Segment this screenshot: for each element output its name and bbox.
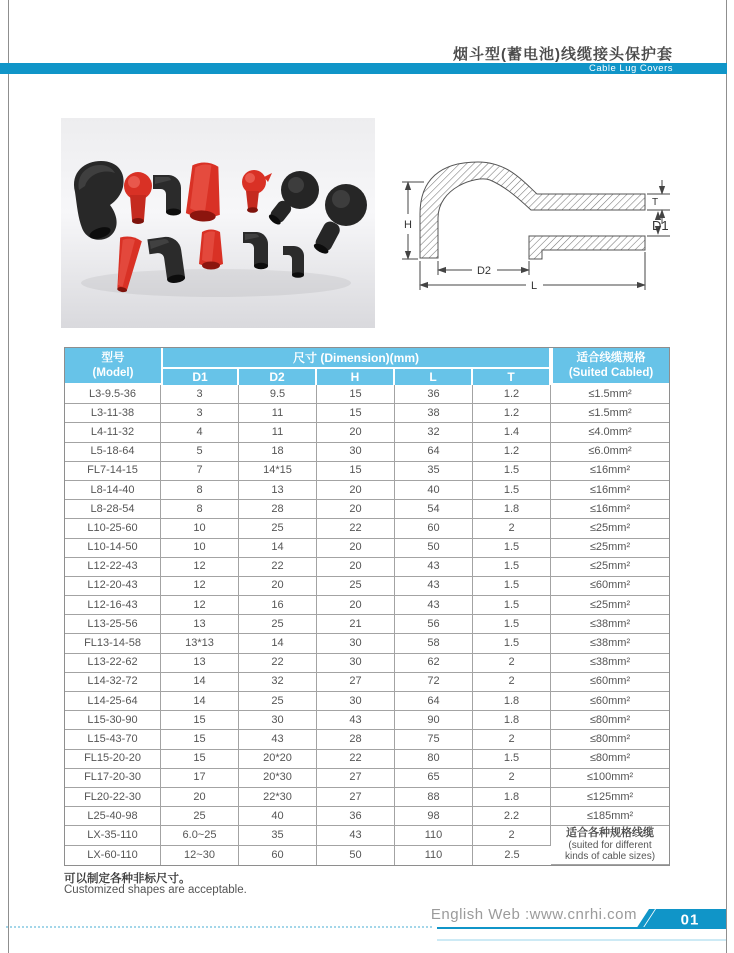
- col-header-model: 型号 (Model): [65, 348, 161, 385]
- suited-cell: ≤60mm²: [551, 692, 669, 711]
- suited-cell: 适合各种规格线缆 (suited for different kinds of cable sizes): [551, 826, 669, 864]
- model-cell: L12-20-43: [65, 577, 161, 596]
- col-header-d2: D2: [239, 369, 317, 385]
- h-cell: 30: [317, 443, 395, 462]
- suited-cell: ≤38mm²: [551, 634, 669, 653]
- model-cell: L13-22-62: [65, 654, 161, 673]
- d1-cell: 25: [161, 807, 239, 826]
- l-cell: 98: [395, 807, 473, 826]
- d1-cell: 12~30: [161, 846, 239, 865]
- table-row: [65, 423, 669, 442]
- model-cell: L15-30-90: [65, 711, 161, 730]
- suited-cell: ≤25mm²: [551, 539, 669, 558]
- suited-cell: ≤38mm²: [551, 654, 669, 673]
- suited-cell: ≤25mm²: [551, 596, 669, 615]
- diagram-label-l: L: [530, 280, 538, 292]
- h-cell: 25: [317, 577, 395, 596]
- l-cell: 50: [395, 539, 473, 558]
- suited-cell: ≤38mm²: [551, 615, 669, 634]
- note-cn: 可以制定各种非标尺寸。: [64, 873, 191, 885]
- l-cell: 43: [395, 596, 473, 615]
- l-cell: 90: [395, 711, 473, 730]
- d2-cell: 22: [239, 654, 317, 673]
- suited-cell: ≤25mm²: [551, 558, 669, 577]
- suited-cell: ≤25mm²: [551, 519, 669, 538]
- suited-cell: ≤16mm²: [551, 462, 669, 481]
- t-cell: 1.5: [473, 634, 551, 653]
- table-row: [65, 788, 669, 807]
- diagram-label-h: H: [404, 219, 412, 231]
- table-row: [65, 462, 669, 481]
- suited-cell: ≤1.5mm²: [551, 404, 669, 423]
- model-cell: FL20-22-30: [65, 788, 161, 807]
- suited-cell: ≤16mm²: [551, 500, 669, 519]
- t-cell: 1.8: [473, 711, 551, 730]
- h-cell: 15: [317, 462, 395, 481]
- h-cell: 15: [317, 385, 395, 404]
- h-cell: 20: [317, 539, 395, 558]
- t-cell: 1.5: [473, 481, 551, 500]
- page-number: 01: [680, 911, 700, 929]
- h-cell: 20: [317, 500, 395, 519]
- table-row: [65, 807, 669, 826]
- t-cell: 2: [473, 519, 551, 538]
- table-row: [65, 558, 669, 577]
- t-cell: 2: [473, 730, 551, 749]
- h-cell: 21: [317, 615, 395, 634]
- t-cell: 2.5: [473, 846, 551, 865]
- table-row: [65, 596, 669, 615]
- model-cell: L3-9.5-36: [65, 385, 161, 404]
- dimension-diagram: [396, 142, 676, 296]
- suited-cell: ≤1.5mm²: [551, 385, 669, 404]
- table-row: [65, 826, 669, 845]
- suited-cell: ≤80mm²: [551, 750, 669, 769]
- col-header-t: T: [473, 369, 551, 385]
- col-header-l: L: [395, 369, 473, 385]
- table-row: [65, 443, 669, 462]
- l-cell: 80: [395, 750, 473, 769]
- d1-cell: 3: [161, 385, 239, 404]
- d1-cell: 15: [161, 750, 239, 769]
- model-cell: L25-40-98: [65, 807, 161, 826]
- product-photo-svg: [61, 118, 375, 328]
- page-title: 烟斗型(蓄电池)线缆接头保护套: [453, 46, 673, 63]
- h-cell: 50: [317, 846, 395, 865]
- t-cell: 1.2: [473, 385, 551, 404]
- l-cell: 56: [395, 615, 473, 634]
- spec-table: [64, 347, 670, 866]
- table-row: [65, 673, 669, 692]
- d1-cell: 13: [161, 615, 239, 634]
- l-cell: 88: [395, 788, 473, 807]
- suited-cell: ≤80mm²: [551, 730, 669, 749]
- note-en: Customized shapes are acceptable.: [64, 884, 247, 896]
- d1-cell: 14: [161, 673, 239, 692]
- table-row: [65, 711, 669, 730]
- d1-cell: 15: [161, 730, 239, 749]
- d2-cell: 25: [239, 615, 317, 634]
- h-cell: 43: [317, 826, 395, 845]
- t-cell: 1.5: [473, 577, 551, 596]
- table-row: [65, 385, 669, 404]
- model-cell: L12-22-43: [65, 558, 161, 577]
- d1-cell: 13*13: [161, 634, 239, 653]
- table-row: [65, 769, 669, 788]
- l-cell: 43: [395, 558, 473, 577]
- l-cell: 54: [395, 500, 473, 519]
- table-row: [65, 404, 669, 423]
- t-cell: 2: [473, 769, 551, 788]
- d2-cell: 43: [239, 730, 317, 749]
- d2-cell: 16: [239, 596, 317, 615]
- d2-cell: 20*20: [239, 750, 317, 769]
- h-cell: 20: [317, 558, 395, 577]
- model-cell: FL15-20-20: [65, 750, 161, 769]
- t-cell: 2: [473, 673, 551, 692]
- section-bar: [0, 63, 727, 74]
- d1-cell: 7: [161, 462, 239, 481]
- d1-cell: 15: [161, 711, 239, 730]
- h-cell: 30: [317, 654, 395, 673]
- d2-cell: 14: [239, 539, 317, 558]
- d2-cell: 28: [239, 500, 317, 519]
- t-cell: 1.5: [473, 539, 551, 558]
- d2-cell: 9.5: [239, 385, 317, 404]
- page-number-flag-svg: [630, 908, 726, 930]
- d1-cell: 13: [161, 654, 239, 673]
- t-cell: 1.5: [473, 462, 551, 481]
- t-cell: 1.4: [473, 423, 551, 442]
- d2-cell: 25: [239, 692, 317, 711]
- d2-cell: 25: [239, 519, 317, 538]
- h-cell: 30: [317, 634, 395, 653]
- d1-cell: 17: [161, 769, 239, 788]
- l-cell: 58: [395, 634, 473, 653]
- model-cell: L10-25-60: [65, 519, 161, 538]
- h-cell: 22: [317, 750, 395, 769]
- d2-cell: 60: [239, 846, 317, 865]
- table-row: [65, 654, 669, 673]
- suited-cell: ≤185mm²: [551, 807, 669, 826]
- d1-cell: 6.0~25: [161, 826, 239, 845]
- dimension-diagram-svg: [396, 142, 676, 296]
- col-header-suited: 适合线缆规格 (Suited Cabled): [551, 348, 669, 385]
- d1-cell: 10: [161, 539, 239, 558]
- model-cell: L3-11-38: [65, 404, 161, 423]
- diagram-label-d1: D1: [652, 218, 669, 233]
- l-cell: 64: [395, 443, 473, 462]
- t-cell: 1.5: [473, 750, 551, 769]
- d1-cell: 14: [161, 692, 239, 711]
- d1-cell: 12: [161, 558, 239, 577]
- l-cell: 32: [395, 423, 473, 442]
- table-row: [65, 750, 669, 769]
- cover-red-straight-small: [199, 230, 223, 270]
- model-cell: L8-14-40: [65, 481, 161, 500]
- suited-cell: ≤60mm²: [551, 577, 669, 596]
- d1-cell: 8: [161, 500, 239, 519]
- l-cell: 43: [395, 577, 473, 596]
- h-cell: 27: [317, 673, 395, 692]
- d1-cell: 3: [161, 404, 239, 423]
- table-row: [65, 481, 669, 500]
- d2-cell: 40: [239, 807, 317, 826]
- d2-cell: 13: [239, 481, 317, 500]
- d2-cell: 18: [239, 443, 317, 462]
- col-header-dimension: 尺寸 (Dimension)(mm): [161, 348, 551, 369]
- l-cell: 65: [395, 769, 473, 788]
- l-cell: 62: [395, 654, 473, 673]
- l-cell: 35: [395, 462, 473, 481]
- table-row: [65, 577, 669, 596]
- model-cell: L4-11-32: [65, 423, 161, 442]
- model-cell: L15-43-70: [65, 730, 161, 749]
- h-cell: 20: [317, 596, 395, 615]
- l-cell: 40: [395, 481, 473, 500]
- t-cell: 1.2: [473, 404, 551, 423]
- d2-cell: 14*15: [239, 462, 317, 481]
- d2-cell: 20: [239, 577, 317, 596]
- model-cell: FL7-14-15: [65, 462, 161, 481]
- model-cell: L10-14-50: [65, 539, 161, 558]
- footer-faint-rule: [437, 939, 726, 941]
- t-cell: 1.5: [473, 558, 551, 577]
- h-cell: 30: [317, 692, 395, 711]
- model-cell: L14-25-64: [65, 692, 161, 711]
- page-number-flag: [630, 908, 726, 930]
- d1-cell: 4: [161, 423, 239, 442]
- t-cell: 1.5: [473, 596, 551, 615]
- table-row: [65, 730, 669, 749]
- h-cell: 15: [317, 404, 395, 423]
- d2-cell: 22*30: [239, 788, 317, 807]
- t-cell: 1.5: [473, 615, 551, 634]
- d2-cell: 30: [239, 711, 317, 730]
- diagram-lower-wall: [529, 236, 645, 259]
- h-cell: 36: [317, 807, 395, 826]
- h-cell: 27: [317, 769, 395, 788]
- t-cell: 1.8: [473, 692, 551, 711]
- table-row: [65, 615, 669, 634]
- model-cell: L14-32-72: [65, 673, 161, 692]
- model-cell: L13-25-56: [65, 615, 161, 634]
- model-cell: L12-16-43: [65, 596, 161, 615]
- l-cell: 38: [395, 404, 473, 423]
- model-cell: L5-18-64: [65, 443, 161, 462]
- d2-cell: 32: [239, 673, 317, 692]
- suited-cell: ≤125mm²: [551, 788, 669, 807]
- table-row: [65, 634, 669, 653]
- l-cell: 64: [395, 692, 473, 711]
- t-cell: 1.8: [473, 788, 551, 807]
- model-cell: FL13-14-58: [65, 634, 161, 653]
- d1-cell: 12: [161, 577, 239, 596]
- table-row: [65, 519, 669, 538]
- d1-cell: 12: [161, 596, 239, 615]
- suited-cell: ≤100mm²: [551, 769, 669, 788]
- d2-cell: 11: [239, 404, 317, 423]
- d2-cell: 20*30: [239, 769, 317, 788]
- suited-cell: ≤16mm²: [551, 481, 669, 500]
- diagram-label-d2: D2: [476, 265, 492, 277]
- model-cell: FL17-20-30: [65, 769, 161, 788]
- h-cell: 20: [317, 423, 395, 442]
- page-right-rule: [726, 0, 727, 953]
- model-cell: LX-35-110: [65, 826, 161, 845]
- model-cell: L8-28-54: [65, 500, 161, 519]
- t-cell: 2: [473, 826, 551, 845]
- suited-cell: ≤80mm²: [551, 711, 669, 730]
- h-cell: 20: [317, 481, 395, 500]
- footer-web-label: English Web :www.cnrhi.com: [430, 906, 637, 923]
- product-photo: [61, 118, 375, 328]
- table-row: [65, 539, 669, 558]
- table-header-row-1: [65, 348, 669, 369]
- footer-dotted-rule: [6, 926, 432, 928]
- l-cell: 36: [395, 385, 473, 404]
- h-cell: 43: [317, 711, 395, 730]
- footer-underline: [437, 927, 647, 929]
- t-cell: 2.2: [473, 807, 551, 826]
- col-header-h: H: [317, 369, 395, 385]
- suited-cell: ≤60mm²: [551, 673, 669, 692]
- h-cell: 22: [317, 519, 395, 538]
- col-header-d1: D1: [161, 369, 239, 385]
- l-cell: 75: [395, 730, 473, 749]
- table-row: [65, 500, 669, 519]
- d1-cell: 10: [161, 519, 239, 538]
- l-cell: 110: [395, 826, 473, 845]
- l-cell: 110: [395, 846, 473, 865]
- d1-cell: 8: [161, 481, 239, 500]
- t-cell: 1.8: [473, 500, 551, 519]
- model-cell: LX-60-110: [65, 846, 161, 865]
- d1-cell: 5: [161, 443, 239, 462]
- section-bar-label: Cable Lug Covers: [588, 63, 673, 74]
- h-cell: 28: [317, 730, 395, 749]
- l-cell: 72: [395, 673, 473, 692]
- d2-cell: 14: [239, 634, 317, 653]
- suited-cell: ≤4.0mm²: [551, 423, 669, 442]
- table-row: [65, 692, 669, 711]
- t-cell: 2: [473, 654, 551, 673]
- t-cell: 1.2: [473, 443, 551, 462]
- d2-cell: 22: [239, 558, 317, 577]
- d2-cell: 11: [239, 423, 317, 442]
- l-cell: 60: [395, 519, 473, 538]
- diagram-label-t: T: [651, 197, 659, 208]
- spec-table-body: [65, 385, 669, 865]
- d2-cell: 35: [239, 826, 317, 845]
- d1-cell: 20: [161, 788, 239, 807]
- h-cell: 27: [317, 788, 395, 807]
- page-left-rule: [8, 0, 9, 953]
- suited-cell: ≤6.0mm²: [551, 443, 669, 462]
